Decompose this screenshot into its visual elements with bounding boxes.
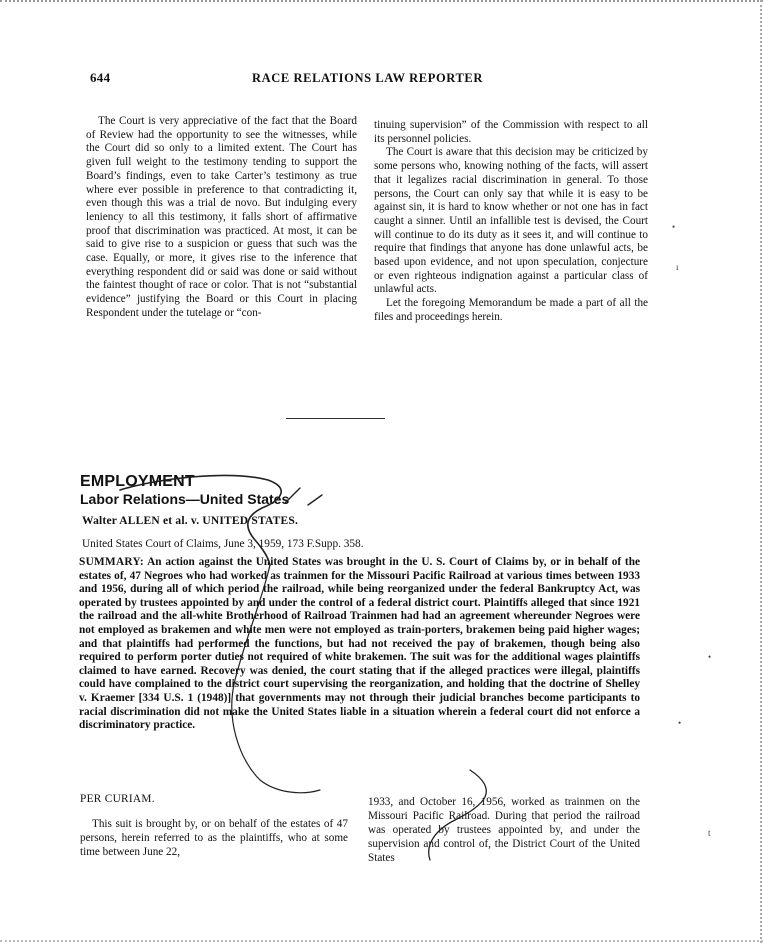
top-right-paragraph-2: The Court is aware that this decision may be criticized by some persons who, knowing nothing of the facts, will assert that it legalizes racial discrimination in general. To those persons, the Court can only say that while it is easy to be against sin, it is hard to know whether or not one has in fact caught a sinner. Until an infallible test is devised, the Court will continue to do its duty as it sees it, and will continue to require that findings that anyone has done unlawful acts, be based upon evidence, and not upon speculation, conjecture or even righteous indignation against a particular class of unlawful acts. — [374, 146, 648, 296]
case-citation: United States Court of Claims, June 3, 1959, 173 F.Supp. 358. — [82, 538, 364, 550]
top-right-paragraph-3: Let the foregoing Memorandum be made a part of all the files and proceedings herein. — [374, 297, 648, 323]
page-number: 644 — [90, 70, 111, 85]
running-head: RACE RELATIONS LAW REPORTER — [252, 71, 483, 85]
opinion-left-text: This suit is brought by, or on behalf of the estates of 47 persons, herein referred to as the plaintiffs, who at some time between June 22, — [80, 818, 348, 858]
summary-text: An action against the United States was brought in the U. S. Court of Claims by, or in behalf of the estates of, 47 Negroes who had worked as trainmen for the Missouri Pacific Railroad at various times between 1933 and 1956, during all of which period the railroad, while being reorganized under the federal Bankruptcy Act, was operated by trustees appointed by and under the control of a federal district court. Plaintiffs alleged that since 1921 the railroad and the all-white Brotherhood of Railroad Trainmen had had an agreement whereunder Negroes were not employed as brakemen and white men were not employed as train-porters, brakemen being paid higher wages; and that plaintiffs had performed the functions, but had not received the pay of brakemen, though being also required to perform porter duties not required of white brakemen. The suit was for the additional wages plaintiffs claimed to have earned. Recovery was denied, the court stating that if the alleged practices were illegal, plaintiffs could have complained to the district court supervising the reorganization, and holding that the doctrine of Shelley v. Kraemer [334 U.S. 1 (1948)] that governments may not through their judicial branches become participants to racial discrimination did not make the United States liable in a situation wherein a federal court did not enforce a discriminatory practice. — [79, 556, 640, 732]
case-name: Walter ALLEN et al. v. UNITED STATES. — [82, 515, 299, 527]
opinion-left-column — [80, 818, 348, 860]
scan-speck: • — [672, 222, 676, 232]
top-left-column — [86, 115, 357, 321]
scan-speck: ı — [676, 262, 679, 272]
section-title: EMPLOYMENT — [80, 473, 195, 490]
scan-speck: • — [678, 718, 682, 728]
opinion-right-column — [368, 796, 640, 866]
top-right-paragraph-1: tinuing supervision” of the Commission with respect to all its personnel policies. — [374, 119, 648, 145]
scan-speck: t — [708, 828, 711, 838]
scan-border-top — [0, 0, 763, 2]
top-left-paragraph: The Court is very appreciative of the fact that the Board of Review had the opportunity to see the witnesses, while the Court did so only to a limited extent. The Court has given full weight to the testimony tending to support the Board’s findings, even to take Carter’s testimony as true where ever possible in preference to that contradicting it, even though this was a trial de novo. But indulging every leniency to all this testimony, it falls short of affirmative proof that discrimination was practiced. At most, it can be said to give rise to a suspicion or guess that such was the case. Equally, or more, it gives rise to the inference that everything respondent did or said was done or said without the faintest thought of race or color. That is not “substantial evidence” justifying the Board or this Court in placing Respondent under the tutelage or “con- — [86, 115, 357, 319]
scan-border-right — [760, 0, 762, 943]
scan-speck: • — [708, 652, 712, 662]
top-right-column — [374, 119, 648, 325]
summary-label: SUMMARY: — [79, 556, 144, 568]
section-subtitle: Labor Relations—United States — [80, 491, 290, 507]
section-divider — [286, 418, 385, 419]
opinion-heading: PER CURIAM. — [80, 793, 155, 805]
opinion-right-text: 1933, and October 16, 1956, worked as trainmen on the Missouri Pacific Railroad. During that period the railroad was operated by trustees appointed by, and under the supervision and control of, the District Court of the United States — [368, 796, 640, 864]
scan-border-bottom — [0, 940, 763, 942]
case-summary — [79, 556, 640, 733]
